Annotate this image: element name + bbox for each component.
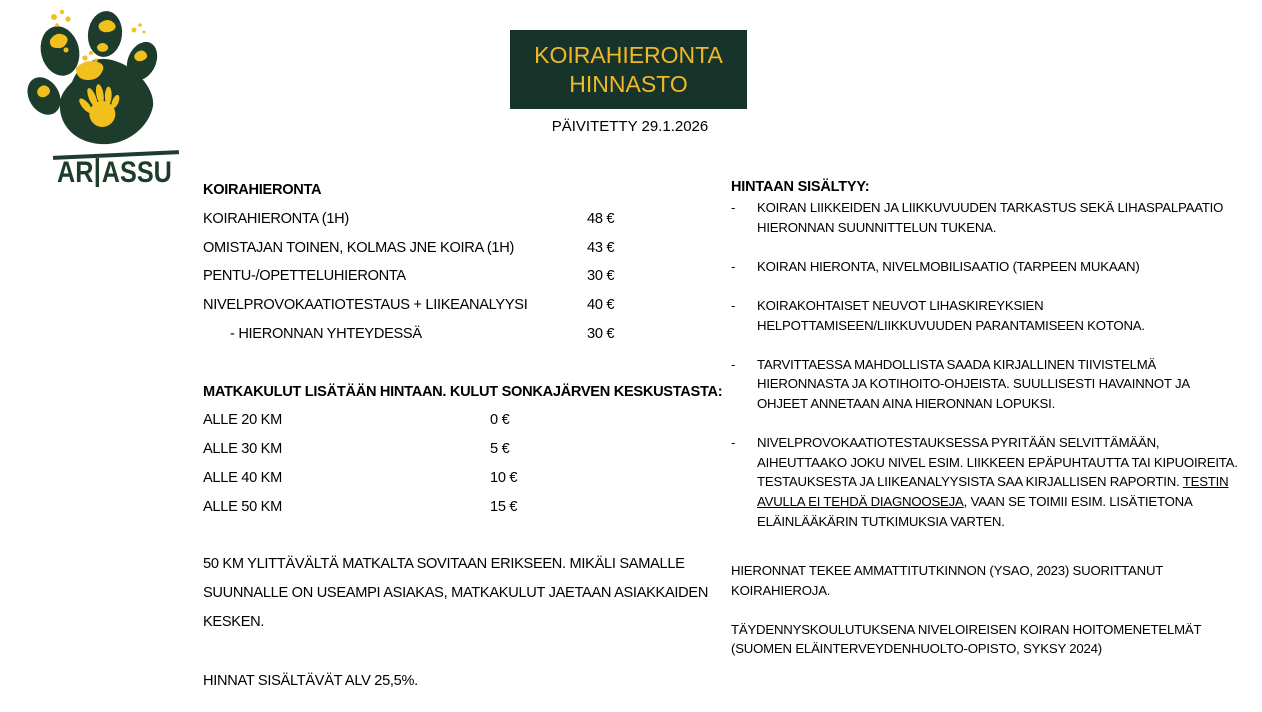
travel-section-header: MATKAKULUT LISÄTÄÄN HINTAAN. KULUT SONKAJÄRVEN KESKUSTASTA: — [203, 383, 723, 400]
title-banner — [510, 30, 747, 109]
service-price: 30 € — [587, 268, 615, 285]
brand-wordmark — [57, 146, 177, 192]
travel-price: 10 € — [490, 469, 518, 486]
price-row — [203, 291, 743, 320]
qualification-note: HIERONNAT TEKEE AMMATTITUTKINNON (YSAO, 2023) SUORITTANUT KOIRAHIEROJA. — [731, 563, 1163, 598]
service-label: NIVELPROVOKAATIOTESTAUS + LIIKEANALYYSI — [203, 297, 528, 314]
service-label: KOIRAHIERONTA (1H) — [203, 210, 349, 227]
service-price: 30 € — [587, 325, 615, 342]
artassu-logo — [10, 4, 180, 194]
bullet-dash: - — [731, 435, 736, 451]
bullet-text-pre: NIVELPROVOKAATIOTESTAUKSESSA PYRITÄÄN SELVITTÄMÄÄN, AIHEUTTAAKO JOKU NIVEL ESIM. LIIKKEEN EPÄPUHTAUTTA TAI KIPUOIREITA. TESTAUKSESTA JA LIIKEANALYYSISTA SAA KIRJALLISEN RAPORTIN. — [757, 435, 1238, 490]
bullet-text: KOIRAN LIIKKEIDEN JA LIIKKUVUUDEN TARKASTUS SEKÄ LIHASPALPAATIO HIERONNAN SUUNNITTELUN TUKENA. — [757, 200, 1224, 235]
travel-price: 0 € — [490, 412, 510, 429]
service-label: OMISTAJAN TOINEN, KOLMAS JNE KOIRA (1H) — [203, 239, 515, 256]
travel-label: ALLE 40 KM — [203, 469, 282, 486]
vat-note: HINNAT SISÄLTÄVÄT ALV 25,5%. — [203, 672, 418, 689]
service-price: 40 € — [587, 297, 615, 314]
bullet-dash: - — [731, 297, 736, 313]
brand-text-left: AR — [57, 156, 94, 189]
service-label-sub: - HIERONNAN YHTEYDESSÄ — [230, 325, 422, 342]
price-row — [203, 234, 743, 263]
travel-label: ALLE 30 KM — [203, 441, 282, 458]
updated-date: PÄIVITETTY 29.1.2026 — [551, 118, 709, 135]
price-row — [203, 464, 743, 493]
included-header: HINTAAN SISÄLTYY: — [731, 179, 870, 195]
travel-price: 5 € — [490, 441, 510, 458]
bullet-text: KOIRAKOHTAISET NEUVOT LIHASKIREYKSIEN HELPOTTAMISEEN/LIIKKUVUUDEN PARANTAMISEEN KOTONA. — [757, 297, 1145, 333]
list-item — [731, 296, 1243, 335]
bullet-dash: - — [731, 200, 736, 215]
paw-print-icon — [10, 4, 180, 159]
included-column — [731, 177, 1243, 659]
bullet-text: TARVITTAESSA MAHDOLLISTA SAADA KIRJALLINEN TIIVISTELMÄ HIERONNASTA JA KOTIHOITO-OHJEISTA. SUULLISESTI HAVAINNOT JA OHJEET ANNETAAN AINA HIERONNAN LOPUKSI. — [757, 356, 1190, 411]
bullet-dash: - — [731, 356, 736, 372]
travel-label: ALLE 50 KM — [203, 498, 282, 515]
training-note: TÄYDENNYSKOULUTUKSENA NIVELOIREISEN KOIRAN HOITOMENETELMÄT (SUOMEN ELÄINTERVEYDENHUOLTO-OPISTO, SYKSY 2024) — [731, 621, 1202, 657]
service-price: 48 € — [587, 210, 615, 227]
price-row — [203, 320, 743, 349]
price-column — [203, 176, 743, 696]
service-price: 43 € — [587, 239, 615, 256]
list-item — [731, 355, 1243, 414]
bullet-dash: - — [731, 258, 736, 274]
bullet-text: KOIRAN HIERONTA, NIVELMOBILISAATIO (TARPEEN MUKAAN) — [757, 258, 1140, 274]
list-item — [731, 198, 1243, 237]
page-title: KOIRAHIERONTA HINNASTO — [534, 41, 723, 97]
bullet-text-underlined: TESTIN AVULLA EI TEHDÄ DIAGNOOSEJA — [757, 474, 1229, 509]
price-row — [203, 205, 743, 234]
travel-label: ALLE 20 KM — [203, 412, 282, 429]
list-item — [731, 433, 1243, 531]
brand-text-right: ASSU — [101, 156, 172, 189]
travel-price: 15 € — [490, 498, 518, 515]
price-row — [203, 435, 743, 464]
services-section-header: KOIRAHIERONTA — [203, 182, 322, 198]
travel-note: 50 KM YLITTÄVÄLTÄ MATKALTA SOVITAAN ERIKSEEN. MIKÄLI SAMALLE SUUNNALLE ON USEAMPI ASIAKAS, MATKAKULUT JAETAAN ASIAKKAIDEN KESKEN. — [203, 556, 709, 630]
service-label: PENTU-/OPETTELUHIERONTA — [203, 268, 406, 285]
price-row — [203, 406, 743, 435]
price-row — [203, 493, 743, 522]
price-row — [203, 262, 743, 291]
list-item — [731, 257, 1243, 277]
wordmark-t-stem — [96, 158, 99, 187]
bullet-text — [757, 433, 1243, 531]
bullet-text-post: , VAAN SE TOIMII ESIM. LISÄTIETONA ELÄINLÄÄKÄRIN TUTKIMUKSIA VARTEN. — [757, 493, 1192, 529]
